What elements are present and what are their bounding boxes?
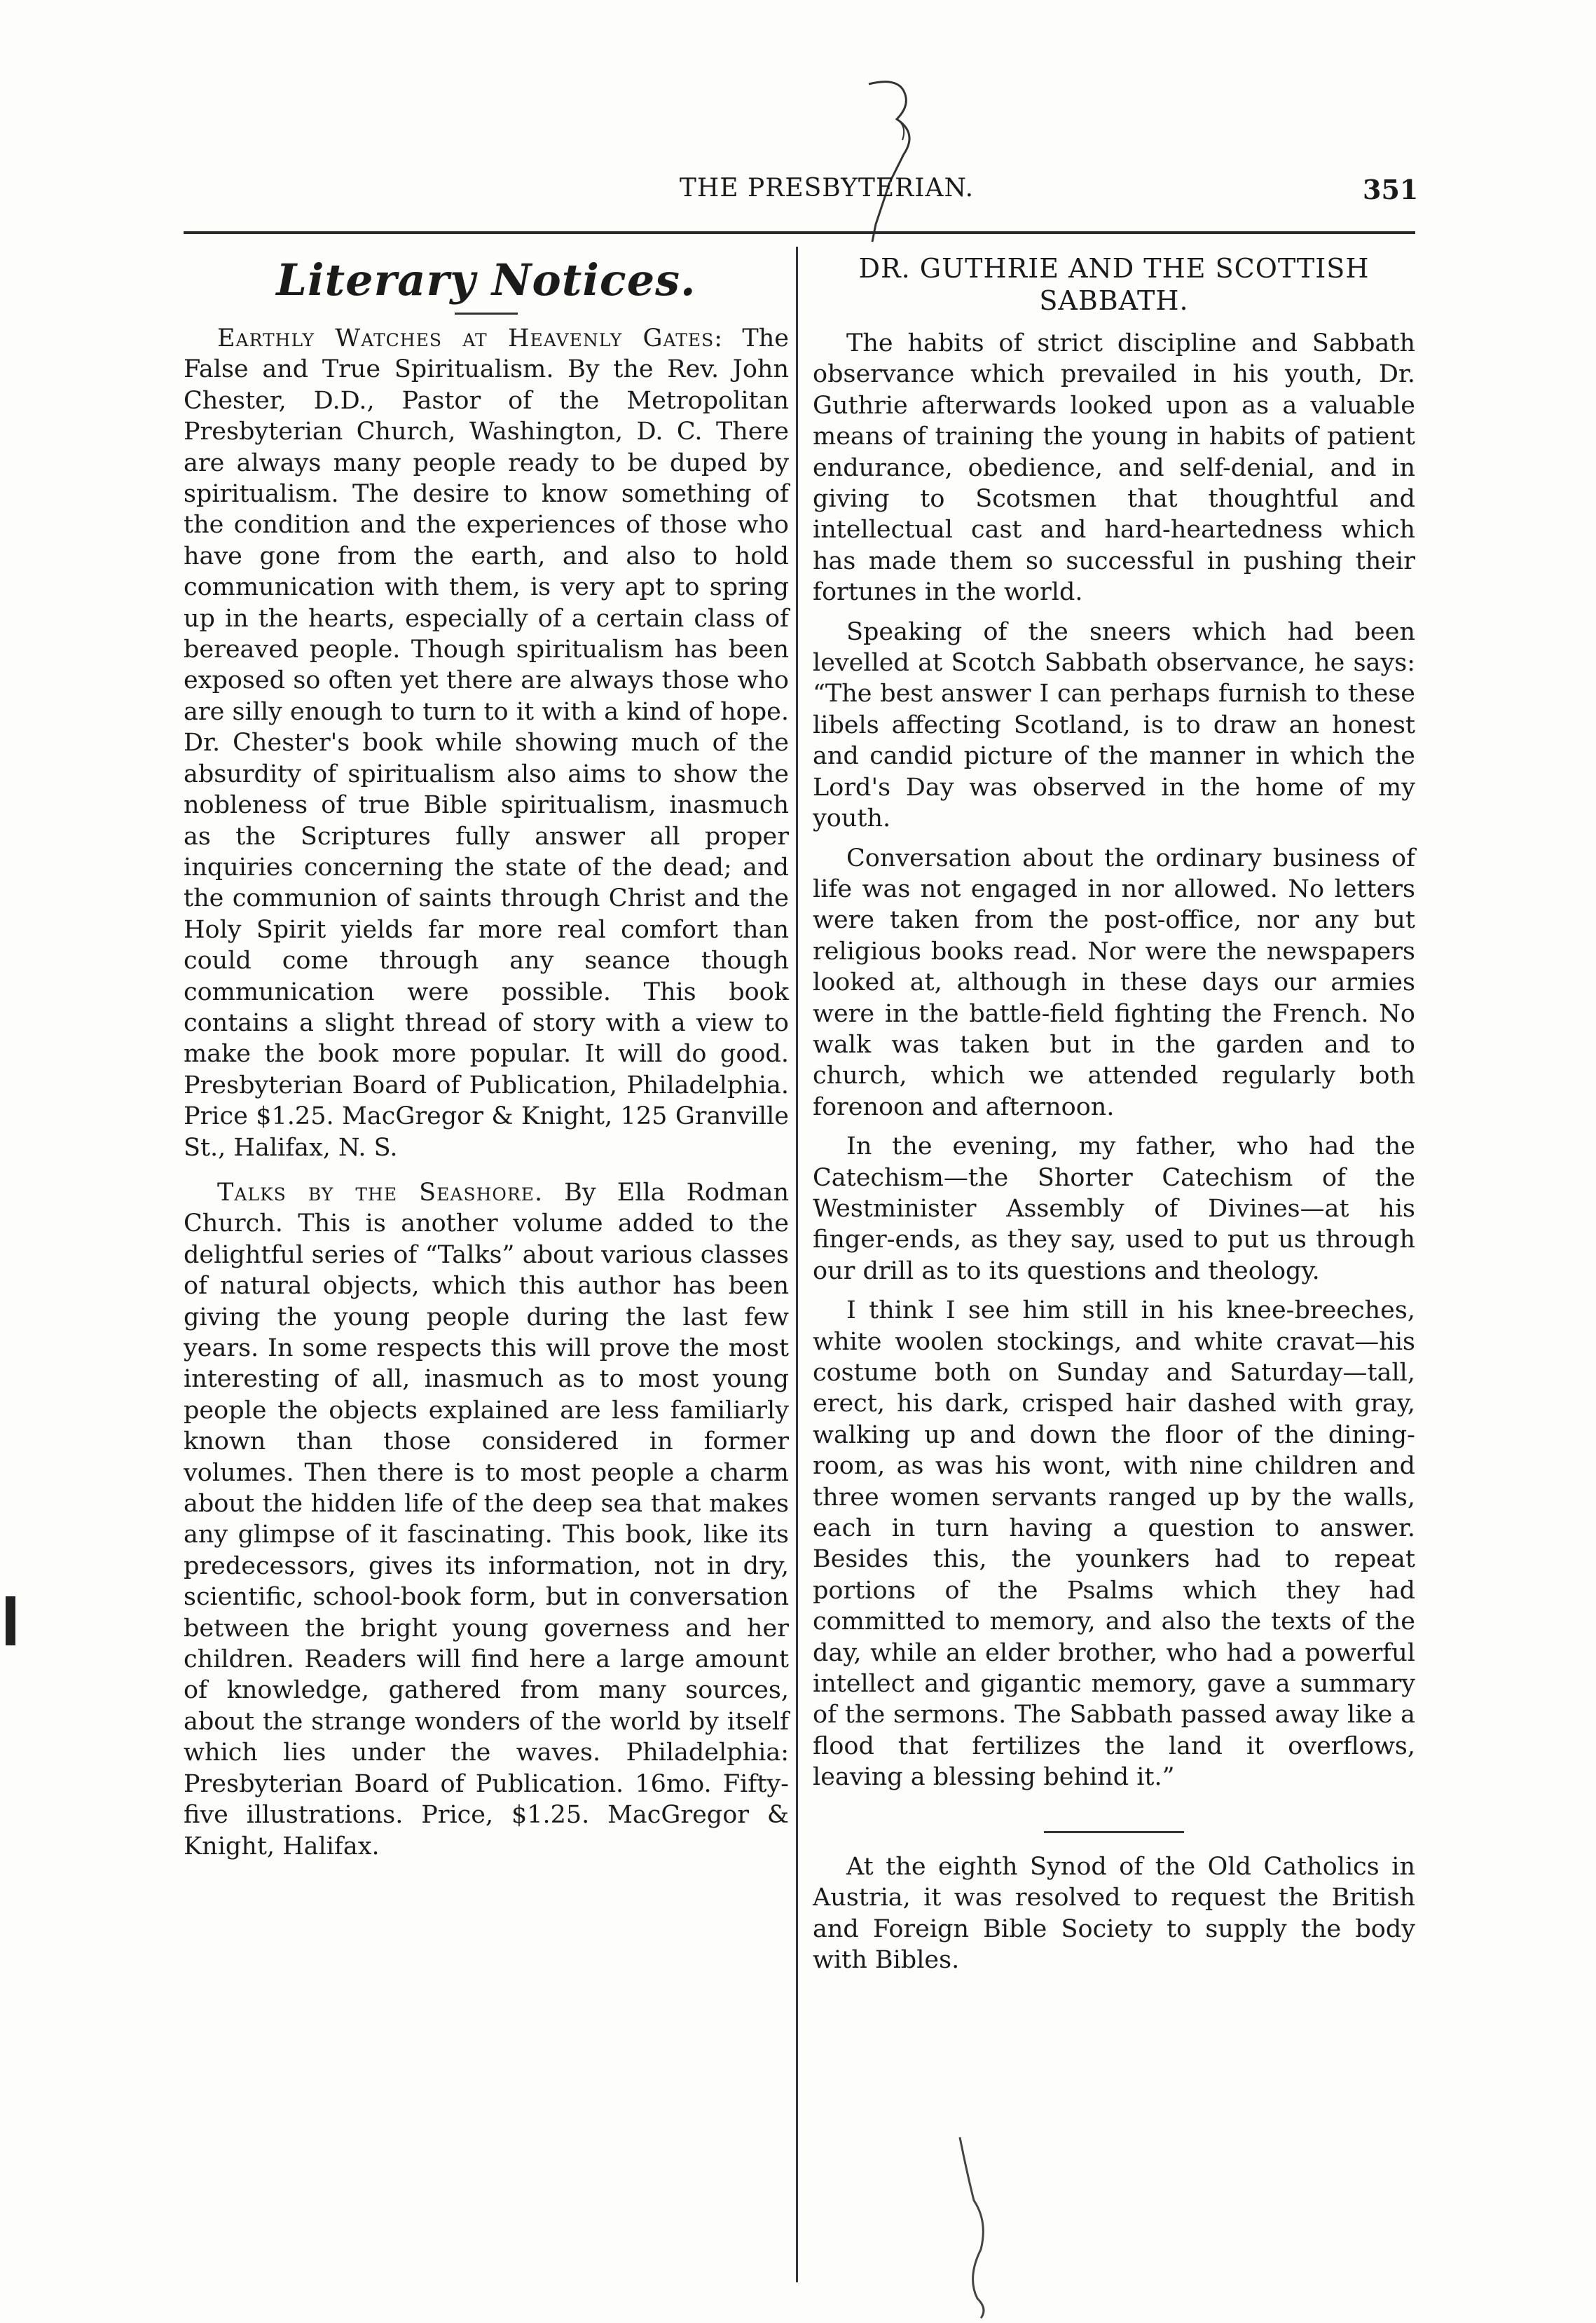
right-column xyxy=(813,252,1415,1984)
notice-title: Talks by the Seashore. xyxy=(217,1178,544,1207)
article-paragraph: Conversation about the ordinary business of life was not engaged in nor allowed. No letters were taken from the post-office, nor any but religious books read. Nor were the newspapers looked at, although in these days our armies were in the battle-field fighting the French. No walk was taken but in the garden and to church, which we attended regularly both forenoon and afternoon. xyxy=(813,844,1415,1121)
notice-talks-seashore xyxy=(184,1177,789,1862)
notice-title: Earthly Watches at Heavenly Gates xyxy=(217,324,715,352)
notice-body: By Ella Rodman Church. This is another volume added to the delightful series of “Talks” about various classes of natural objects, which this author has been giving the young people during the last few years. In some respects this will prove the most interesting of all, inasmuch as to most young people the objects explained are less familiarly known than those considered in former volumes. Then there is to most people a charm about the hidden life of the deep sea that makes any glimpse of it fascinating. This book, like its predecessors, gives its information, not in dry, scientific, school-book form, but in conversation between the bright young governess and her children. Readers will find here a large amount of knowledge, gathered from many sources, about the strange wonders of the world by itself which lies under the waves. Philadelphia: Presbyterian Board of Publication. 16mo. Fifty-five illustrations. Price, $1.25. MacGregor & Knight, Halifax. xyxy=(184,1178,789,1861)
notice-earthly-watches xyxy=(184,323,789,1163)
article-paragraph: In the evening, my father, who had the Catechism—the Shorter Catechism of the Westminister Assembly of Divines—at his finger-ends, as they say, used to put us through our drill as to its questions and theology. xyxy=(813,1132,1415,1285)
column-divider xyxy=(796,247,798,2282)
running-title: THE PRESBYTERIAN. xyxy=(679,174,975,203)
notice-body: : The False and True Spiritualism. By the Rev. John Chester, D.D., Pastor of the Metropolitan Presbyterian Church, Washington, D. C. There are always many people ready to be duped by spiritualism. The desire to know something of the condition and the experiences of those who have gone from the earth, and also to hold communication with them, is very apt to spring up in the hearts, especially of a certain class of bereaved people. Though spiritualism has been exposed so often yet there are always those who are silly enough to turn to it with a kind of hope. Dr. Chester's book while showing much of the absurdity of spiritualism also aims to show the nobleness of true Bible spiritualism, inasmuch as the Scriptures fully answer all proper inquiries concerning the state of the dead; and the communion of saints through Christ and the Holy Spirit yields far more real comfort than could come through any seance though communication were possible. This book contains a slight thread of story with a view to make the book more popular. It will do good. Presbyterian Board of Publication, Philadelphia. Price $1.25. MacGregor & Knight, 125 Granville St., Halifax, N. S. xyxy=(184,324,789,1162)
article-paragraph: I think I see him still in his knee-breeches, white woolen stockings, and white cravat—his costume both on Sunday and Saturday—tall, erect, his dark, crisped hair dashed with gray, walking up and down the floor of the dining-room, as was his wont, with nine children and three women servants ranged up by the walls, each in turn having a question to answer. Besides this, the younkers had to repeat portions of the Psalms which they had committed to memory, and also the texts of the day, while an elder brother, who had a powerful intellect and gigantic memory, gave a summary of the sermons. The Sabbath passed away like a flood that fertilizes the land it overflows, leaving a blessing behind it.” xyxy=(813,1296,1415,1792)
article-paragraph: Speaking of the sneers which had been levelled at Scotch Sabbath observance, he says: “The best answer I can perhaps furnish to these libels affecting Scotland, is to draw an honest and candid picture of the manner in which the Lord's Day was observed in the home of my youth. xyxy=(813,617,1415,833)
section-title: Literary Notices. xyxy=(276,254,696,306)
pencil-scribble-top xyxy=(855,63,939,245)
margin-mark xyxy=(6,1596,15,1645)
article-title: DR. GUTHRIE AND THE SCOTTISH SABBATH. xyxy=(858,253,1370,316)
header-rule xyxy=(184,231,1415,234)
pencil-scribble-bottom xyxy=(939,2130,1023,2319)
article-paragraph: The habits of strict discipline and Sabbath observance which prevailed in his youth, Dr. Guthrie afterwards looked upon as a valuable means of training the young in habits of patient endurance, obedience, and self-denial, and in giving to Scotsmen that thoughtful and intellectual cast and hard-heartedness which has made them so successful in pushing their fortunes in the world. xyxy=(813,329,1415,607)
news-note: At the eighth Synod of the Old Catholics in Austria, it was resolved to request the British and Foreign Bible Society to supply the body with Bibles. xyxy=(813,1852,1415,1974)
page-number: 351 xyxy=(1363,174,1419,205)
separator-rule xyxy=(1044,1831,1184,1833)
title-rule xyxy=(455,313,518,315)
left-column xyxy=(184,252,789,1870)
